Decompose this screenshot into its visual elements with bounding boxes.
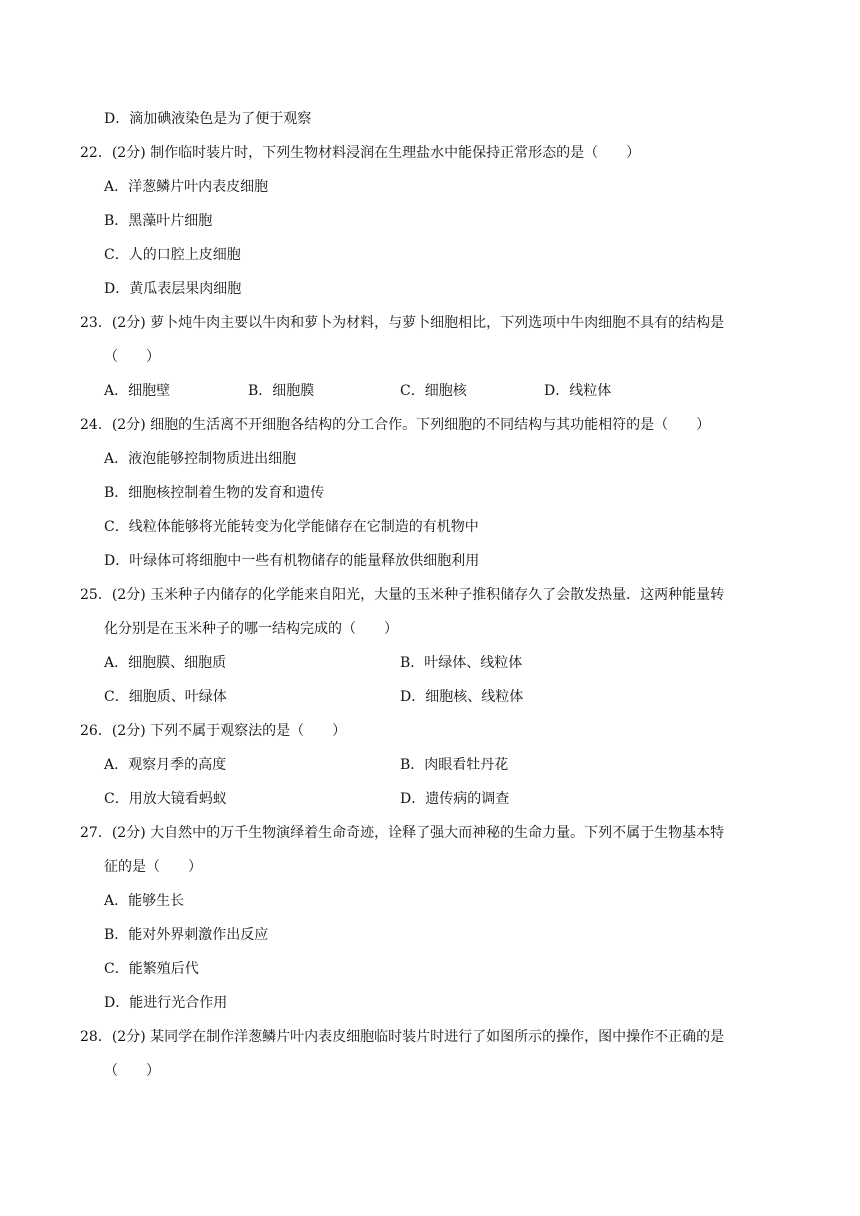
q22-option-a: A．洋葱鳞片叶内表皮细胞 (104, 179, 269, 195)
q23-option-b: B．细胞膜 (248, 383, 315, 399)
q27-option-c: C．能繁殖后代 (104, 961, 199, 977)
q23-option-c: C．细胞核 (400, 383, 467, 399)
q27-option-d: D．能进行光合作用 (104, 995, 228, 1011)
q24-option-c: C．线粒体能够将光能转变为化学能储存在它制造的有机物中 (104, 519, 479, 535)
question-25-stem-cont: 化分别是在玉米种子的哪一结构完成的（ ） (104, 621, 398, 637)
q24-option-d: D．叶绿体可将细胞中一些有机物储存的能量释放供细胞利用 (104, 553, 480, 569)
question-22-stem: 22．(2分) 制作临时装片时，下列生物材料浸润在生理盐水中能保持正常形态的是（ ） (80, 145, 641, 161)
q24-option-a: A．液泡能够控制物质进出细胞 (104, 451, 297, 467)
q27-option-b: B．能对外界刺激作出反应 (104, 927, 269, 943)
question-28-stem-cont: （ ） (104, 1063, 160, 1079)
q26-option-c: C．用放大镜看蚂蚁 (104, 791, 227, 807)
q25-option-b: B．叶绿体、线粒体 (400, 655, 523, 671)
question-24-stem: 24．(2分) 细胞的生活离不开细胞各结构的分工合作。下列细胞的不同结构与其功能相符的是（ ） (80, 417, 711, 433)
q26-option-d: D．遗传病的调查 (400, 791, 510, 807)
q22-option-d: D．黄瓜表层果肉细胞 (104, 281, 242, 297)
q25-option-c: C．细胞质、叶绿体 (104, 689, 227, 705)
q23-option-a: A．细胞壁 (104, 383, 171, 399)
prev-option-d: D．滴加碘液染色是为了便于观察 (104, 111, 312, 127)
q22-option-b: B．黑藻叶片细胞 (104, 213, 213, 229)
question-23-stem-cont: （ ） (104, 349, 160, 365)
question-27-stem: 27．(2分) 大自然中的万千生物演绎着生命奇迹，诠释了强大而神秘的生命力量。下列不属于生物基本特 (80, 825, 725, 841)
q25-option-a: A．细胞膜、细胞质 (104, 655, 227, 671)
q25-option-d: D．细胞核、线粒体 (400, 689, 524, 705)
question-26-stem: 26．(2分) 下列不属于观察法的是（ ） (80, 723, 347, 739)
question-25-stem: 25．(2分) 玉米种子内储存的化学能来自阳光，大量的玉米种子推积储存久了会散发热量．这两种能量转 (80, 587, 725, 603)
q26-option-b: B．肉眼看牡丹花 (400, 757, 509, 773)
question-23-stem: 23．(2分) 萝卜炖牛肉主要以牛肉和萝卜为材料，与萝卜细胞相比，下列选项中牛肉细胞不具有的结构是 (80, 315, 725, 331)
q23-option-d: D．线粒体 (544, 383, 612, 399)
q22-option-c: C．人的口腔上皮细胞 (104, 247, 241, 263)
question-27-stem-cont: 征的是（ ） (104, 859, 202, 875)
q27-option-a: A．能够生长 (104, 893, 185, 909)
q24-option-b: B．细胞核控制着生物的发育和遗传 (104, 485, 325, 501)
question-28-stem: 28．(2分) 某同学在制作洋葱鳞片叶内表皮细胞临时装片时进行了如图所示的操作，图中操作不正确的是 (80, 1029, 725, 1045)
q26-option-a: A．观察月季的高度 (104, 757, 227, 773)
